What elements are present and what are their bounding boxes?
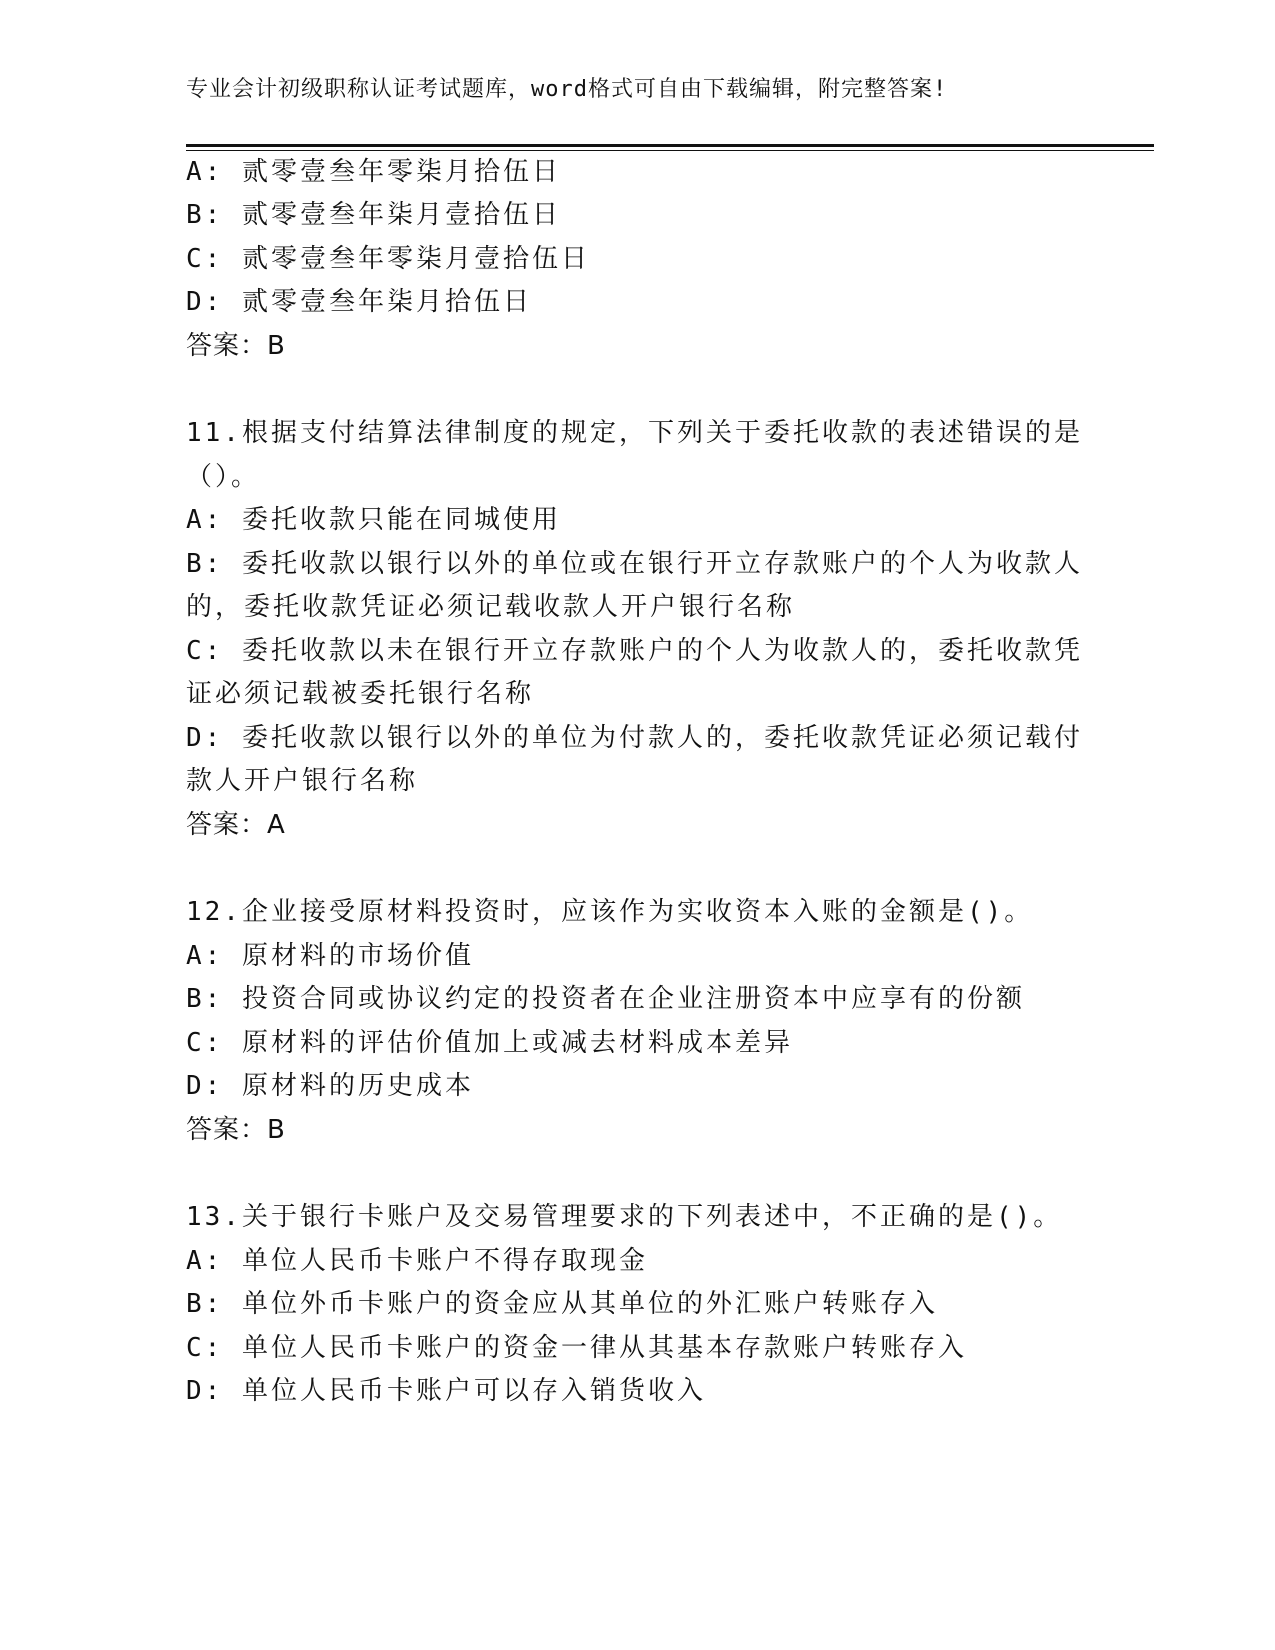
q13-option-a: A: 单位人民币卡账户不得存取现金 bbox=[186, 1246, 648, 1276]
q13-option-b: B: 单位外币卡账户的资金应从其单位的外汇账户转账存入 bbox=[186, 1289, 938, 1319]
q11-option-d: D: 委托收款以银行以外的单位为付款人的，委托收款凭证必须记载付 bbox=[186, 723, 1083, 753]
page-header: 专业会计初级职称认证考试题库，word格式可自由下载编辑，附完整答案! bbox=[186, 77, 948, 102]
header-rule-thick bbox=[186, 144, 1154, 147]
q10-option-b: B: 贰零壹叁年柒月壹拾伍日 bbox=[186, 200, 561, 230]
q12-answer: 答案：B bbox=[186, 1115, 286, 1145]
q11-stem-line2: （）。 bbox=[186, 462, 261, 492]
q12-option-b: B: 投资合同或协议约定的投资者在企业注册资本中应享有的份额 bbox=[186, 984, 1025, 1014]
header-rule-thin bbox=[186, 150, 1154, 151]
q12-option-c: C: 原材料的评估价值加上或减去材料成本差异 bbox=[186, 1028, 793, 1058]
q11-option-c-cont: 证必须记载被委托银行名称 bbox=[186, 679, 535, 709]
q10-option-a: A: 贰零壹叁年零柒月拾伍日 bbox=[186, 157, 561, 187]
q11-stem-line1: 11.根据支付结算法律制度的规定，下列关于委托收款的表述错误的是 bbox=[186, 418, 1083, 448]
q11-option-b: B: 委托收款以银行以外的单位或在银行开立存款账户的个人为收款人 bbox=[186, 549, 1083, 579]
q10-option-d: D: 贰零壹叁年柒月拾伍日 bbox=[186, 287, 532, 317]
q12-option-d: D: 原材料的历史成本 bbox=[186, 1071, 474, 1101]
q13-stem: 13.关于银行卡账户及交易管理要求的下列表述中，不正确的是()。 bbox=[186, 1202, 1063, 1232]
q12-stem: 12.企业接受原材料投资时，应该作为实收资本入账的金额是()。 bbox=[186, 897, 1034, 927]
q10-option-c: C: 贰零壹叁年零柒月壹拾伍日 bbox=[186, 244, 590, 274]
q11-option-b-cont: 的，委托收款凭证必须记载收款人开户银行名称 bbox=[186, 592, 796, 622]
q11-option-c: C: 委托收款以未在银行开立存款账户的个人为收款人的，委托收款凭 bbox=[186, 636, 1083, 666]
q11-answer: 答案：A bbox=[186, 810, 286, 840]
q13-option-c: C: 单位人民币卡账户的资金一律从其基本存款账户转账存入 bbox=[186, 1333, 967, 1363]
q13-option-d: D: 单位人民币卡账户可以存入销货收入 bbox=[186, 1376, 706, 1406]
q10-answer: 答案：B bbox=[186, 331, 286, 361]
q11-option-d-cont: 款人开户银行名称 bbox=[186, 766, 419, 796]
q11-option-a: A: 委托收款只能在同城使用 bbox=[186, 505, 561, 535]
q12-option-a: A: 原材料的市场价值 bbox=[186, 941, 474, 971]
